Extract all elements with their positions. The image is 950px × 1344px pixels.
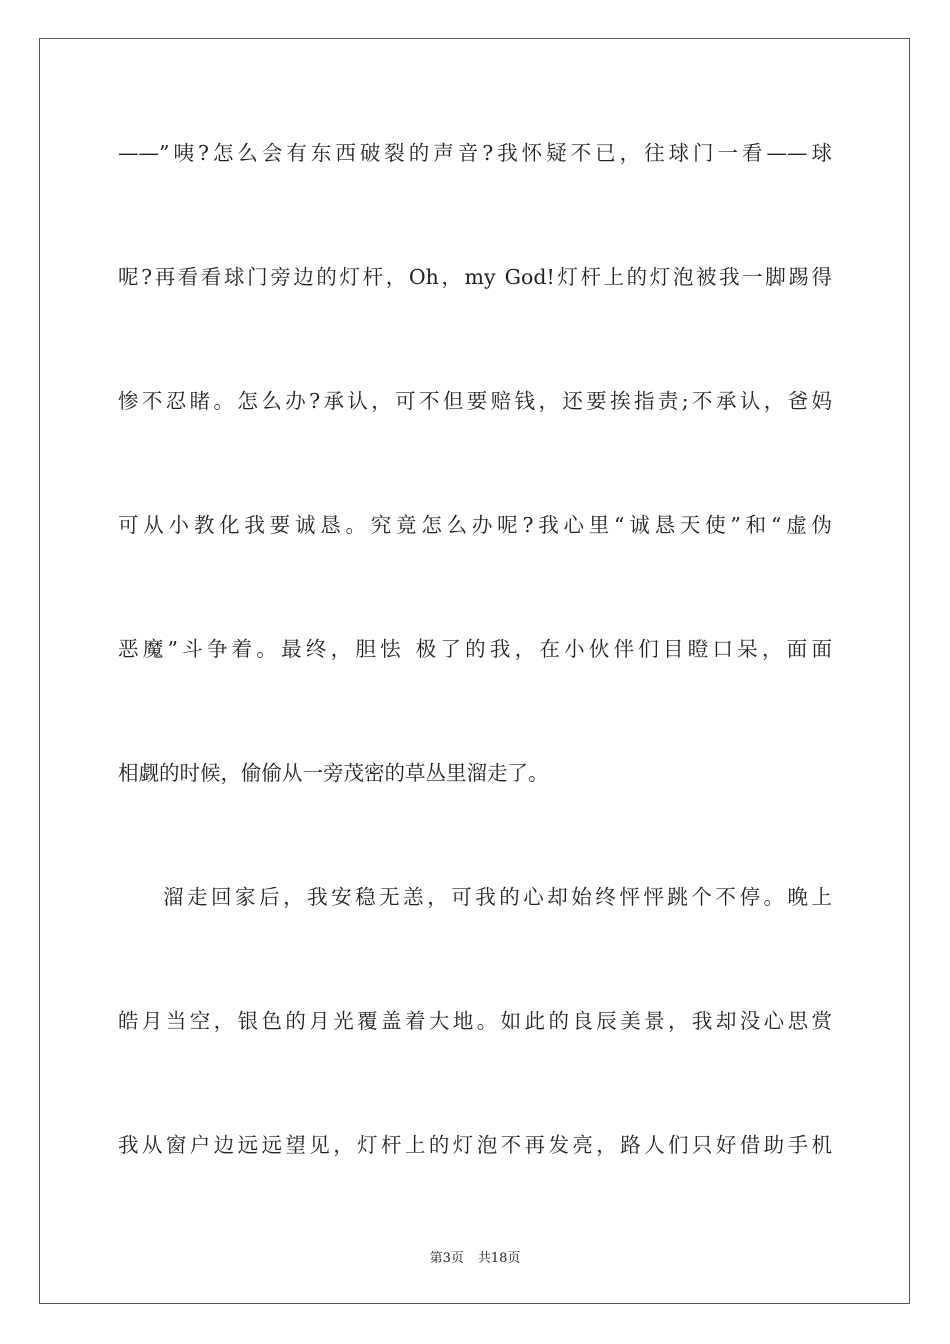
page-border	[39, 38, 910, 1304]
text-line-9: 我从窗户边远远望见，灯杆上的灯泡不再发亮，路人们只好借助手机	[118, 1133, 832, 1157]
text-line-1: ——”咦?怎么会有东西破裂的声音?我怀疑不已，往球门一看——球	[118, 141, 832, 165]
text-line-6: 相觑的时候，偷偷从一旁茂密的草丛里溜走了。	[118, 761, 549, 785]
text-line-5: 恶魔”斗争着。最终，胆怯 极了的我，在小伙伴们目瞪口呆，面面	[118, 637, 832, 661]
text-line-3: 惨不忍睹。怎么办?承认，可不但要赔钱，还要挨指责;不承认，爸妈	[118, 389, 832, 413]
page-footer	[0, 1247, 950, 1266]
text-line-8: 皓月当空，银色的月光覆盖着大地。如此的良辰美景，我却没心思赏	[118, 1009, 832, 1033]
text-line-2: 呢?再看看球门旁边的灯杆，Oh，my God!灯杆上的灯泡被我一脚踢得	[118, 265, 832, 289]
text-line-4: 可从小教化我要诚恳。究竟怎么办呢?我心里“诚恳天使”和“虚伪	[118, 513, 832, 537]
page-number: 第3页	[429, 1251, 464, 1266]
page-total: 共18页	[477, 1251, 521, 1266]
text-line-7: 溜走回家后，我安稳无恙，可我的心却始终怦怦跳个不停。晚上	[163, 885, 832, 909]
